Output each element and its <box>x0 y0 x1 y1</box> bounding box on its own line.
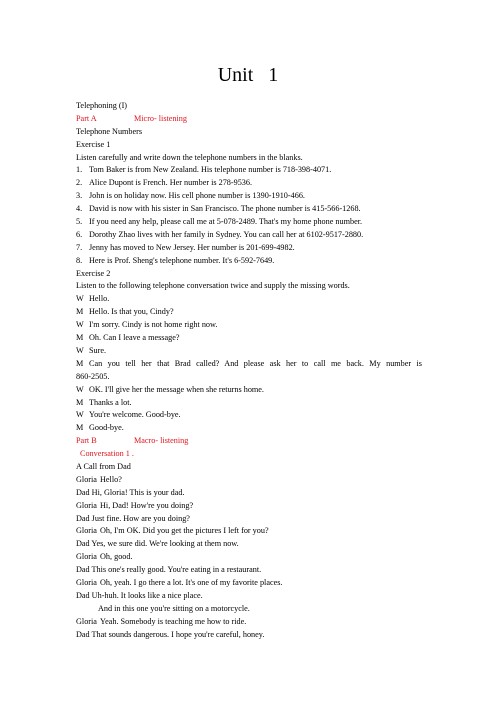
numbered-item <box>76 255 422 268</box>
text-line: Dad Just fine. How are you doing? <box>76 513 190 523</box>
dialog-line <box>76 551 422 564</box>
utterance: Oh, yeah. I go there a lot. It's one of my favorite places. <box>100 577 283 587</box>
section-heading <box>76 435 422 448</box>
item-text: If you need any help, please call me at 5-078-2489. That's my home phone number. <box>89 217 363 227</box>
item-text: Here is Prof. Sheng's telephone number. It's 6-592-7649. <box>89 255 275 265</box>
utterance: Oh, I'm OK. Did you get the pictures I left for you? <box>100 526 269 536</box>
numbered-item <box>76 229 422 242</box>
numbered-item <box>76 177 422 190</box>
text-line: A Call from Dad <box>76 461 131 471</box>
utterance: Yeah. Somebody is teaching me how to ride. <box>100 616 247 626</box>
dialog-line <box>76 306 422 319</box>
text-line: Listen carefully and write down the telephone numbers in the blanks. <box>76 152 303 162</box>
utterance: OK. I'll give her the message when she returns home. <box>89 384 264 394</box>
item-text: David is now with his sister in San Francisco. The phone number is 415-566-1268. <box>89 204 361 214</box>
item-number: 1. <box>76 165 83 175</box>
unit-title: Unit 1 <box>217 64 279 86</box>
item-number: 4. <box>76 204 83 214</box>
item-number: 7. <box>76 242 83 252</box>
dialog-line <box>76 409 422 422</box>
item-text: Alice Dupont is French. Her number is 278-9536. <box>89 178 253 188</box>
section-label: Macro- listening <box>134 436 189 446</box>
utterance: Good-bye. <box>89 423 124 433</box>
speaker: W <box>76 320 84 330</box>
section-heading <box>76 113 422 126</box>
dialog-line <box>76 500 422 513</box>
section-part: Part A <box>76 113 97 123</box>
speaker: W <box>76 384 84 394</box>
utterance: Hi, Dad! How're you doing? <box>100 500 194 510</box>
dialog-line <box>76 474 422 487</box>
utterance: I'm sorry. Cindy is not home right now. <box>89 320 218 330</box>
dialog-line <box>76 358 422 384</box>
item-number: 2. <box>76 178 83 188</box>
section-label: Micro- listening <box>134 113 187 123</box>
text-line: Dad This one's really good. You're eating in a restaurant. <box>76 565 262 575</box>
speaker: M <box>76 397 84 407</box>
speaker: Gloria <box>76 526 97 536</box>
item-text: Jenny has moved to New Jersey. Her number is 201-699-4982. <box>89 242 295 252</box>
dialog-first-line <box>76 358 422 371</box>
speaker: Gloria <box>76 577 97 587</box>
dialog-line <box>76 293 422 306</box>
utterance: Oh. Can I leave a message? <box>89 333 180 343</box>
numbered-item <box>76 242 422 255</box>
dialog-line <box>76 332 422 345</box>
speaker: M <box>76 423 84 433</box>
dialog-line <box>76 397 422 410</box>
text-line: Telephone Numbers <box>76 126 143 136</box>
utterance: Sure. <box>89 345 107 355</box>
speaker: W <box>76 345 84 355</box>
utterance: Oh, good. <box>100 552 133 562</box>
text-line: Dad Uh-huh. It looks like a nice place. <box>76 590 203 600</box>
item-text: Tom Baker is from New Zealand. His telephone number is 718-398-4071. <box>89 165 332 175</box>
text-line: Exercise 2 <box>76 268 111 278</box>
dialog-line <box>76 577 422 590</box>
item-text: John is on holiday now. His cell phone number is 1390-1910-466. <box>89 191 305 201</box>
dialog-line <box>76 616 422 629</box>
section-part: Part B <box>76 436 97 446</box>
dialog-line <box>76 422 422 435</box>
utterance: Thanks a lot. <box>89 397 132 407</box>
numbered-item <box>76 190 422 203</box>
speaker: W <box>76 294 84 304</box>
speaker: Gloria <box>76 616 97 626</box>
utterance: Can you tell her that Brad called? And please ask her to call me back. My number is <box>89 358 422 368</box>
speaker: W <box>76 410 84 420</box>
speaker: M <box>76 358 84 368</box>
text-line: Exercise 1 <box>76 139 111 149</box>
utterance: Hello. Is that you, Cindy? <box>89 307 174 317</box>
text-line: Dad That sounds dangerous. I hope you're careful, honey. <box>76 629 265 639</box>
indented-line: And in this one you're sitting on a motorcycle. <box>98 603 250 613</box>
item-number: 3. <box>76 191 83 201</box>
speaker: Gloria <box>76 474 97 484</box>
item-number: 8. <box>76 255 83 265</box>
utterance-continuation: 860-2505. <box>76 371 110 381</box>
text-line: Listen to the following telephone conversation twice and supply the missing words. <box>76 281 350 291</box>
utterance: Hello. <box>89 294 110 304</box>
speaker: M <box>76 307 84 317</box>
utterance: You're welcome. Good-bye. <box>89 410 181 420</box>
text-line: Dad Hi, Gloria! This is your dad. <box>76 487 185 497</box>
speaker: Gloria <box>76 500 97 510</box>
conversation-heading: Conversation 1 . <box>80 449 134 459</box>
document-body <box>76 100 422 641</box>
text-line: Telephoning (I) <box>76 101 128 110</box>
speaker: M <box>76 333 84 343</box>
utterance: Hello? <box>100 474 122 484</box>
dialog-line <box>76 319 422 332</box>
dialog-line <box>76 345 422 358</box>
item-number: 6. <box>76 229 83 239</box>
dialog-line <box>76 384 422 397</box>
numbered-item <box>76 203 422 216</box>
item-text: Dorothy Zhao lives with her family in Sydney. You can call her at 6102-9517-2880. <box>89 229 364 239</box>
numbered-item <box>76 216 422 229</box>
text-line: Dad Yes, we sure did. We're looking at them now. <box>76 539 239 549</box>
dialog-line <box>76 525 422 538</box>
item-number: 5. <box>76 217 83 227</box>
speaker: Gloria <box>76 552 97 562</box>
numbered-item <box>76 164 422 177</box>
